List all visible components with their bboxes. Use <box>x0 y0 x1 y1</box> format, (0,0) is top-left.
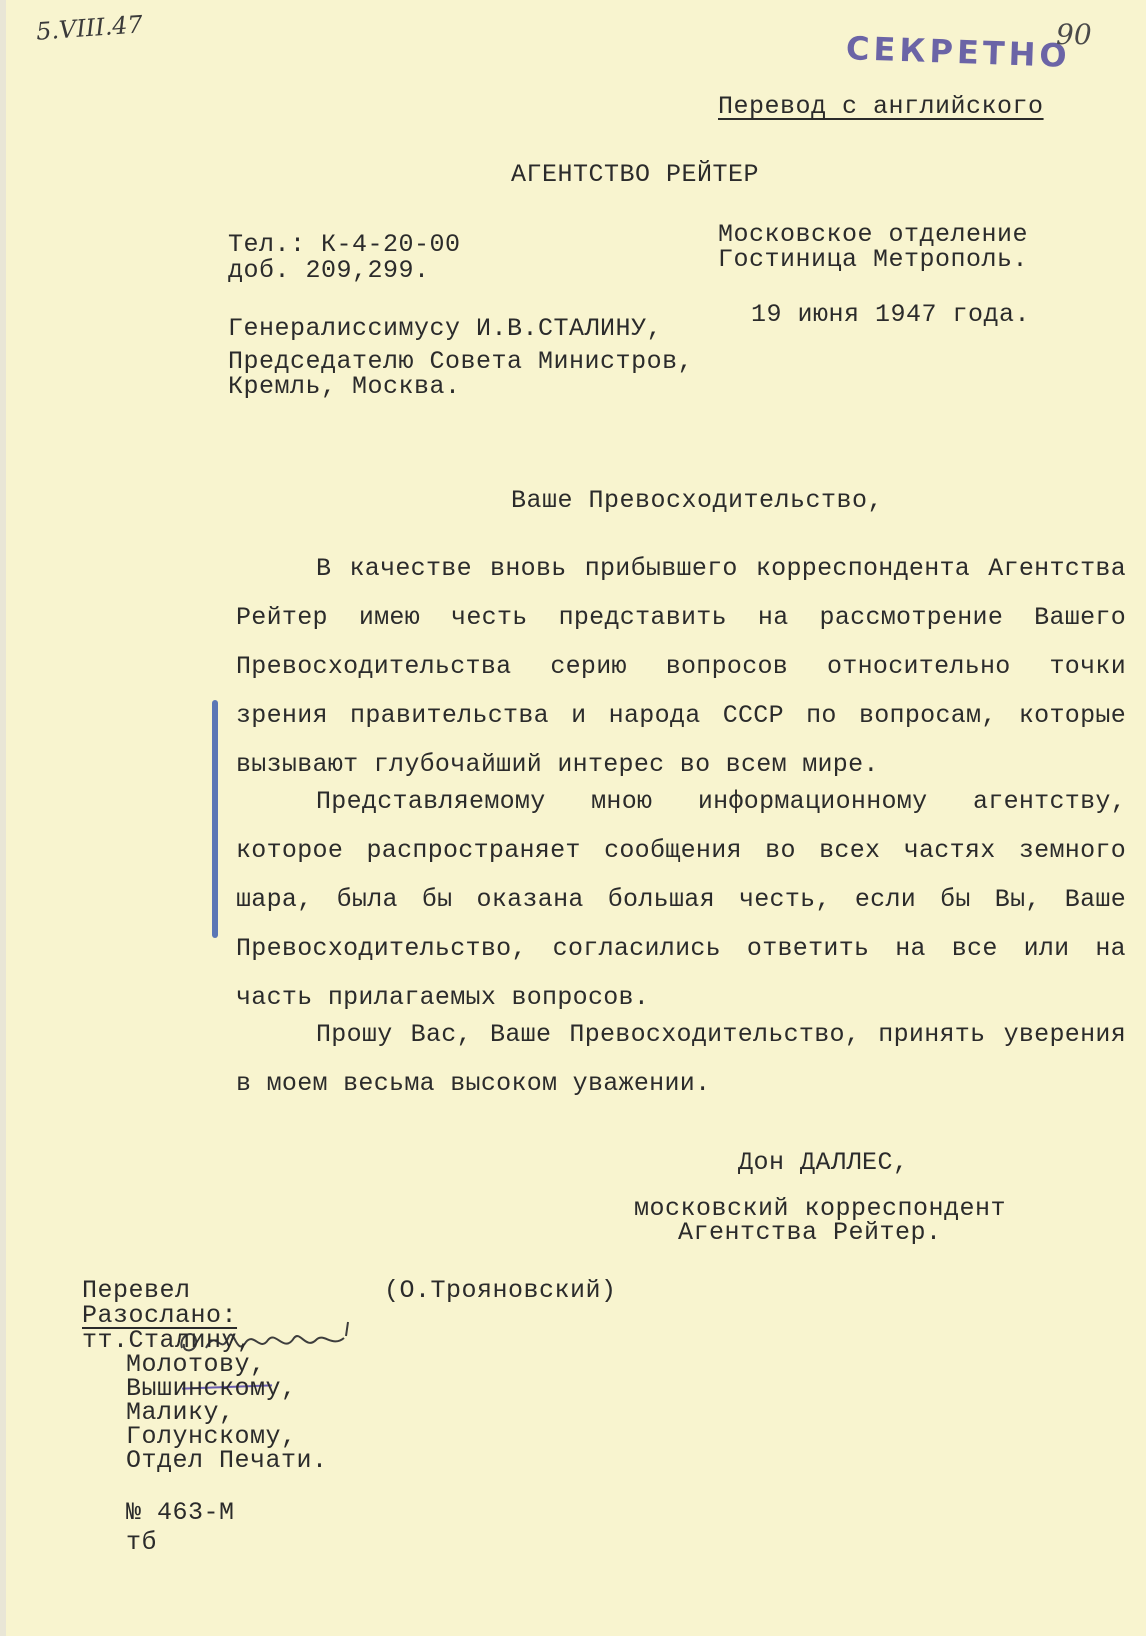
document-number: № 463-М <box>126 1498 235 1527</box>
handwritten-page-number: 90 <box>1056 18 1092 51</box>
office-name: Московское отделение <box>718 220 1029 249</box>
typist-initials: тб <box>126 1528 158 1557</box>
addressee-name: Генералиссимусу И.В.СТАЛИНУ, <box>228 314 663 343</box>
distribution-item: Малику, <box>126 1398 235 1427</box>
office-location: Гостиница Метрополь. <box>718 245 1029 274</box>
margin-pencil-mark <box>212 700 218 938</box>
translated-by-label: Перевел <box>82 1276 191 1305</box>
salutation: Ваше Превосходительство, <box>511 486 884 515</box>
body-paragraph-3: Прошу Вас, Ваше Превосходительство, принять уверения в моем весьма высоком уважении. <box>236 1020 1126 1098</box>
addressee-title: Председателю Совета Министров, <box>228 347 694 376</box>
distribution-item: Голунскому, <box>126 1422 297 1451</box>
translation-note: Перевод с английского <box>718 92 1044 121</box>
distribution-item: Отдел Печати. <box>126 1446 328 1475</box>
body-paragraph-1: В качестве вновь прибывшего корреспондента Агентства Рейтер имею честь представить на рассмотрение Вашего Превосходительства серию вопросов относительно точки зрения правительства и народа СССР по вопросам, которые вызывают глубочайший интерес во всем мире. <box>236 554 1126 779</box>
translator-name: (О.Трояновский) <box>384 1276 617 1305</box>
addressee-location: Кремль, Москва. <box>228 372 461 401</box>
sender-name: Дон ДАЛЛЕС, <box>738 1148 909 1177</box>
letter-date: 19 июня 1947 года. <box>751 300 1031 329</box>
phone-number: Тел.: К-4-20-00 <box>228 230 461 259</box>
distribution-item: Вышинскому, <box>126 1374 297 1403</box>
sender-title: московский корреспондент <box>634 1194 1007 1223</box>
distributed-label: Разослано: <box>82 1301 238 1330</box>
distribution-item: Молотову, <box>126 1350 266 1379</box>
distribution-item: тт.Сталину, <box>82 1326 253 1355</box>
handwritten-date: 5.VIII.47 <box>35 10 144 46</box>
body-paragraph-2: Представляемому мною информационному агентству, которое распространяет сообщения во всех частях земного шара, была бы оказана большая честь, если бы Вы, Ваше Превосходительство, согласились ответить на все или на часть прилагаемых вопросов. <box>236 787 1126 1012</box>
phone-extension: доб. 209,299. <box>228 256 430 285</box>
agency-title: АГЕНТСТВО РЕЙТЕР <box>511 160 760 189</box>
secret-stamp: СЕКРЕТНО <box>845 29 1072 75</box>
sender-agency: Агентства Рейтер. <box>678 1218 942 1247</box>
